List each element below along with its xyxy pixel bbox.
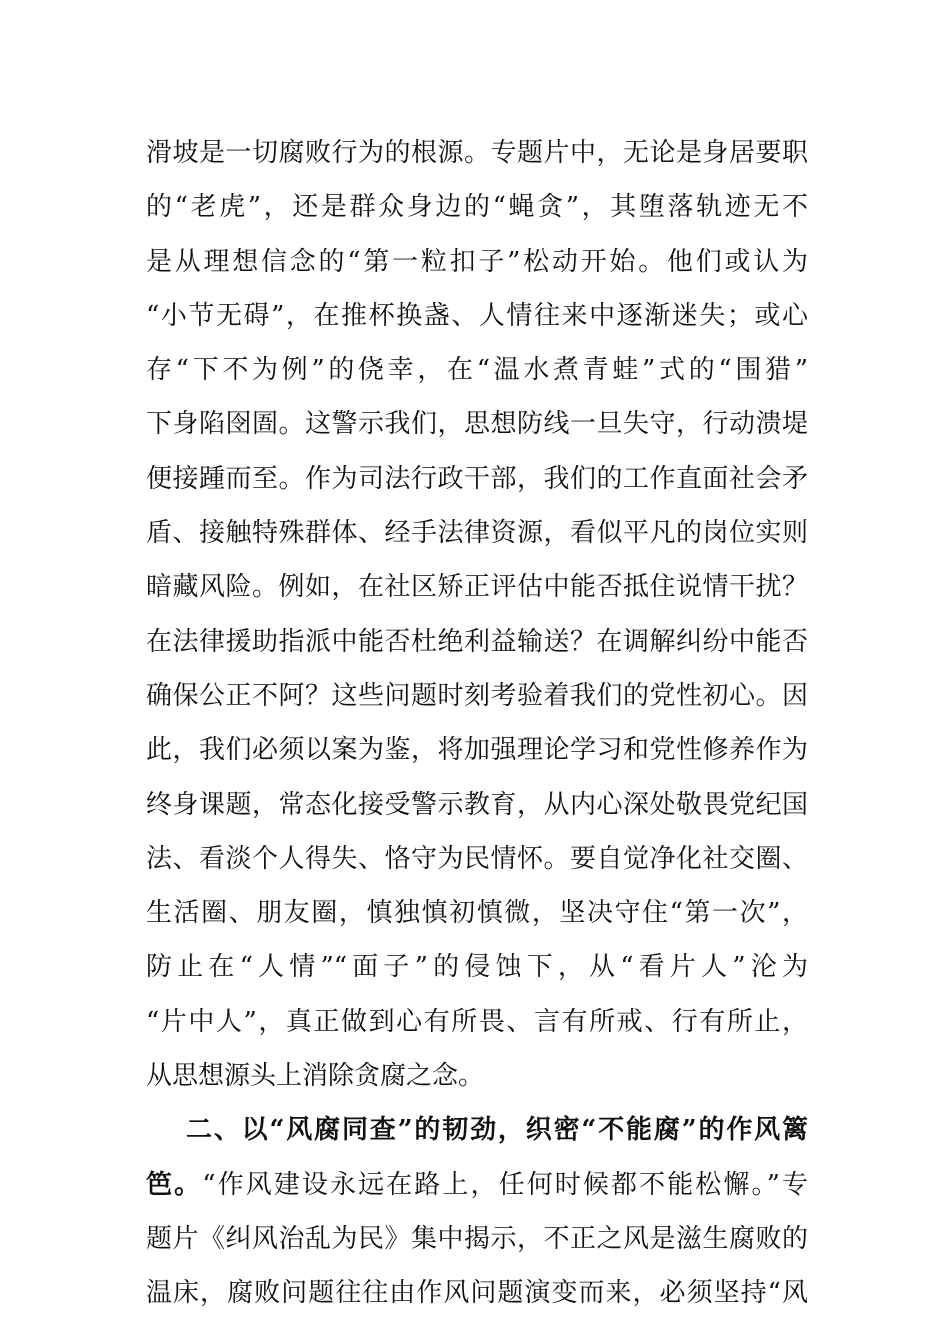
section-heading-end: 笆。: [146, 1169, 203, 1200]
text-line: “片中人”，真正做到心有所畏、言有所戒、行有所止，: [146, 1006, 808, 1037]
text-line: 暗藏风险。例如，在社区矫正评估中能否抵住说情干扰？: [146, 572, 808, 603]
text-line: 题片《纠风治乱为民》集中揭示，不正之风是滋生腐败的: [146, 1223, 808, 1254]
text-line: 从思想源头上消除贪腐之念。: [146, 1061, 485, 1092]
text-line: 存“下不为例”的侥幸，在“温水煮青蛙”式的“围猎”: [146, 355, 808, 386]
paragraph-2: [146, 1103, 808, 1320]
text-line: 防止在“人情”“面子”的侵蚀下，从“看片人”沦为: [146, 952, 808, 983]
text-line: 便接踵而至。作为司法行政干部，我们的工作直面社会矛: [146, 463, 808, 494]
text-line: 在法律援助指派中能否杜绝利益输送？在调解纠纷中能否: [146, 626, 808, 657]
text-line: 法、看淡个人得失、恪守为民情怀。要自觉净化社交圈、: [146, 843, 808, 874]
text-line: 盾、接触特殊群体、经手法律资源，看似平凡的岗位实则: [146, 518, 808, 549]
section-heading: 二、以“风腐同查”的韧劲，织密“不能腐”的作风篱: [186, 1115, 808, 1146]
text-line: 的“老虎”，还是群众身边的“蝇贪”，其堕落轨迹无不: [146, 192, 808, 223]
text-line: 温床，腐败问题往往由作风问题演变而来，必须坚持“风: [146, 1278, 808, 1309]
text-line: “小节无碍”，在推杯换盏、人情往来中逐渐迷失；或心: [146, 300, 808, 331]
section-body-start: “作风建设永远在路上，任何时候都不能松懈。”专: [202, 1169, 808, 1200]
text-line: 生活圈、朋友圈，慎独慎初慎微，坚决守住“第一次”，: [146, 898, 808, 929]
section-heading-continuation: [146, 1158, 808, 1212]
text-line: 终身课题，常态化接受警示教育，从内心深处敬畏党纪国: [146, 789, 808, 820]
text-line: 确保公正不阿？这些问题时刻考验着我们的党性初心。因: [146, 680, 808, 711]
paragraph-1: [146, 126, 808, 1103]
text-line: 滑坡是一切腐败行为的根源。专题片中，无论是身居要职: [146, 138, 808, 168]
text-line: 是从理想信念的“第一粒扣子”松动开始。他们或认为: [146, 246, 808, 277]
document-body: [146, 126, 808, 1321]
section-heading-line: [146, 1103, 808, 1157]
text-line: 此，我们必须以案为鉴，将加强理论学习和党性修养作为: [146, 735, 808, 766]
text-line: 下身陷囹圄。这警示我们，思想防线一旦失守，行动溃堤: [146, 409, 808, 440]
